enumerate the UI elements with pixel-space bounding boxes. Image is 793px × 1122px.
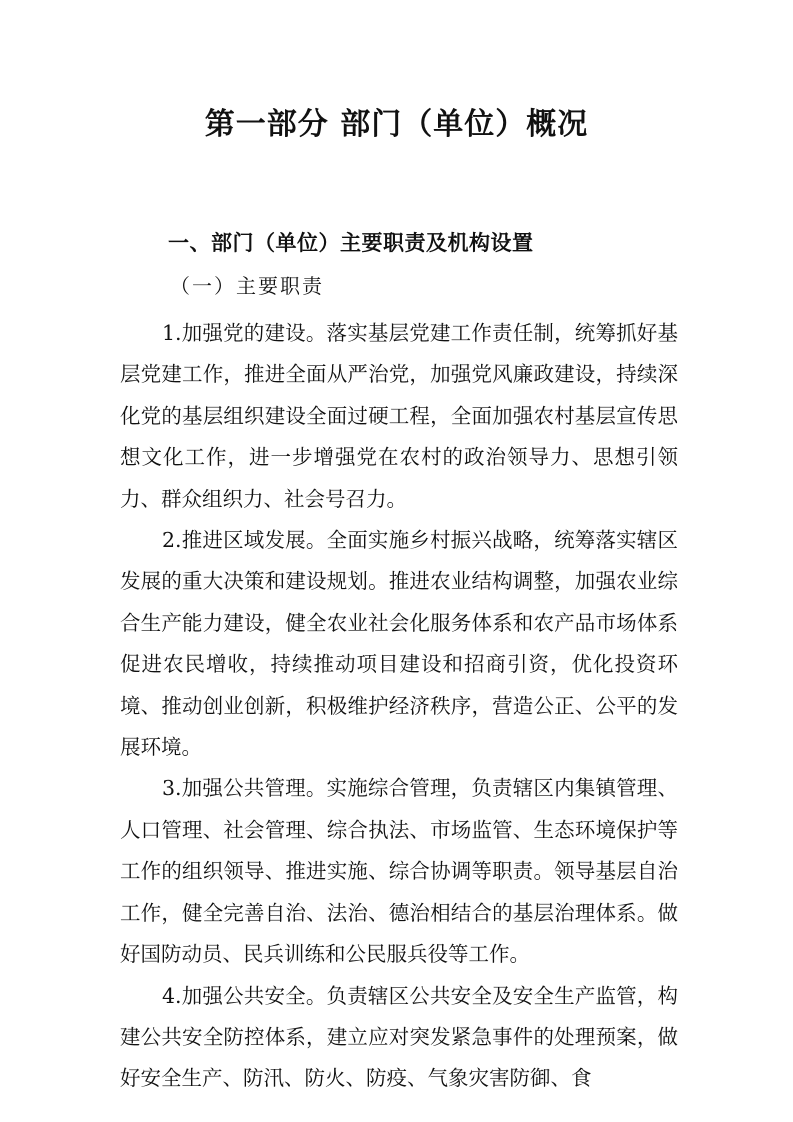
paragraph-public-management: 3.加强公共管理。实施综合管理，负责辖区内集镇管理、人口管理、社会管理、综合执法、市场监管、生态环境保护等工作的组织领导、推进实施、综合协调等职责。领导基层自治工作，健全完善自治、法治、德治相结合的基层治理体系。做好国防动员、民兵训练和公民服兵役等工作。: [120, 776, 678, 967]
paragraph-public-safety: 4.加强公共安全。负责辖区公共安全及安全生产监管，构建公共安全防控体系，建立应对突发紧急事件的处理预案，做好安全生产、防汛、防火、防疫、气象灾害防御、食: [120, 983, 678, 1091]
subsection-heading: （一）主要职责: [170, 274, 324, 298]
page-title: 第一部分 部门（单位）概况: [204, 107, 589, 142]
section-heading: 一、部门（单位）主要职责及机构设置: [168, 231, 534, 255]
body-text: [120, 313, 678, 1100]
paragraph-regional-development: 2.推进区域发展。全面实施乡村振兴战略，统筹落实辖区发展的重大决策和建设规划。推进农业结构调整，加强农业综合生产能力建设，健全农业社会化服务体系和农产品市场体系促进农民增收，持续推动项目建设和招商引资，优化投资环境、推动创业创新，积极维护经济秩序，营造公正、公平的发展环境。: [120, 528, 678, 760]
paragraph-party-building: 1.加强党的建设。落实基层党建工作责任制，统筹抓好基层党建工作，推进全面从严治党，加强党风廉政建设，持续深化党的基层组织建设全面过硬工程，全面加强农村基层宣传思想文化工作，进一步增强党在农村的政治领导力、思想引领力、群众组织力、社会号召力。: [120, 321, 678, 511]
